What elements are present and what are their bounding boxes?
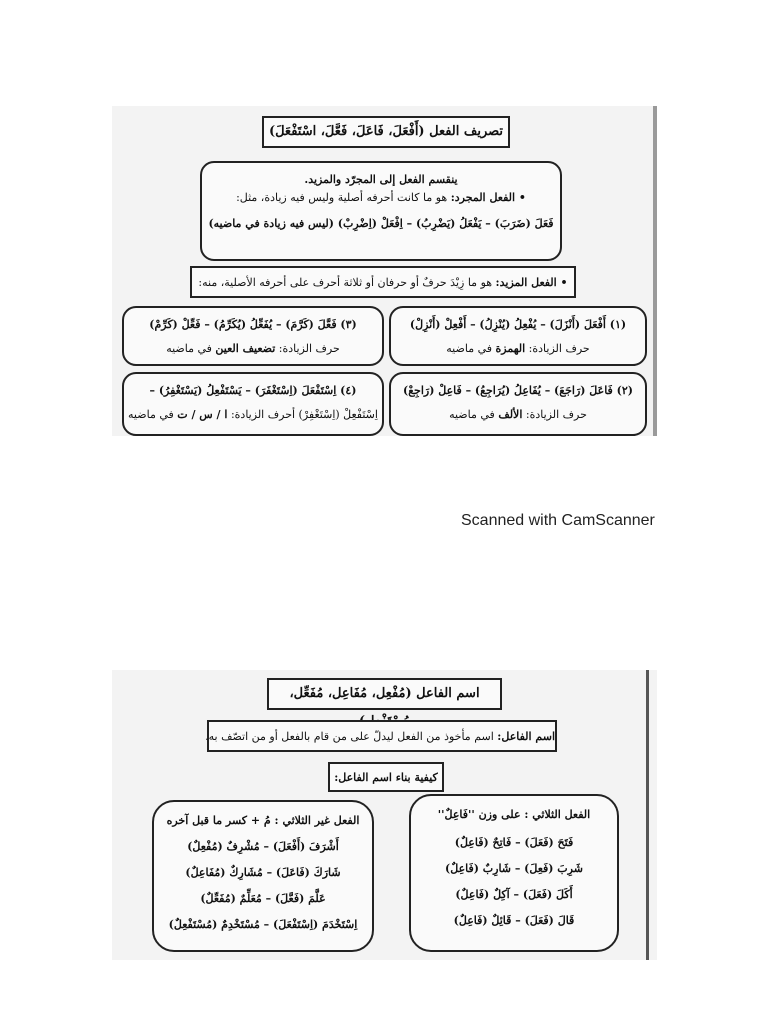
- mujarrad-definition: [202, 189, 560, 207]
- page1-title: تصريف الفعل (أَفْعَلَ، فَاعَلَ، فَعَّلَ، اسْتَفْعَلَ): [268, 124, 504, 139]
- how-label: كيفية بناء اسم الفاعل:: [334, 771, 438, 784]
- ghair-item: أَشْرَفَ (أَفْعَلَ) – مُشْرِفٌ (مُفْعِلٌ): [187, 840, 339, 853]
- mazid-definition: [192, 274, 574, 292]
- mazid-label: • الفعل المزيد:: [495, 276, 568, 289]
- scanned-page-2: [112, 670, 657, 960]
- intro-text: ينقسم الفعل إلى المجرّد والمزيد.: [304, 173, 458, 186]
- page2-title: اسم الفاعل (مُفْعِل، مُفَاعِل، مُفَعِّل،: [289, 686, 480, 701]
- form-card-note: حرف الزيادة: الألف في ماضيه: [449, 408, 587, 421]
- ghair-item: شَارَكَ (فَاعَلَ) – مُشَارِكٌ (مُفَاعِلٌ): [185, 866, 341, 879]
- mujarrad-def: هو ما كانت أحرفه أصلية وليس فيه زيادة، مثل:: [236, 191, 451, 204]
- definition-label: اسم الفاعل:: [497, 730, 555, 743]
- form-card-3: [122, 306, 384, 366]
- mujarrad-example: فَعَلَ (ضَرَبَ) – يَفْعَلُ (يَضْرِبُ) – اِفْعَلْ (اِضْرِبْ) (ليس فيه زيادة في ماضيه): [208, 217, 554, 230]
- intro-box: [200, 161, 562, 261]
- form-card-1: [389, 306, 647, 366]
- thulathi-card: [409, 794, 619, 952]
- camscanner-watermark: Scanned with CamScanner: [461, 512, 655, 529]
- form-card-line: (٢) فَاعَلَ (رَاجَعَ) – يُفَاعِلُ (يُرَاجِعُ) – فَاعِلْ (رَاجِعْ): [403, 384, 633, 397]
- page-edge: [646, 670, 649, 960]
- form-card-line: (٤) اِسْتَفْعَلَ (اِسْتَغْفَرَ) – يَسْتَفْعِلُ (يَسْتَغْفِرُ) –: [149, 384, 357, 397]
- how-box: [328, 762, 444, 792]
- ghair-thulathi-card: [152, 800, 374, 952]
- form-card-line: (١) أَفْعَلَ (أَنْزَلَ) – يُفْعِلُ (يُنْزِلُ) – أَفْعِلْ (أَنْزِلْ): [409, 318, 627, 331]
- form-card-note: حرف الزيادة: تضعيف العين في ماضيه: [166, 342, 340, 355]
- thulathi-item: شَرِبَ (فَعِلَ) – شَارِبٌ (فَاعِلٌ): [445, 862, 583, 875]
- ghair-header: الفعل غير الثلاثي : مُ + كسر ما قبل آخره: [166, 814, 360, 827]
- form-card-note: اِسْتَفْعِلْ (اِسْتَغْفِرْ) أحرف الزيادة: ا / س / ت في ماضيه: [128, 408, 378, 421]
- mazid-box: [190, 266, 576, 298]
- page-edge: [653, 106, 657, 436]
- thulathi-item: قَالَ (فَعَلَ) – قَائِلٌ (فَاعِلٌ): [453, 914, 575, 927]
- definition-box: [207, 720, 557, 752]
- page2-title-box: [267, 678, 502, 710]
- form-card-4: [122, 372, 384, 436]
- mazid-def: هو ما زِيْدَ حرفٌ أو حرفان أو ثلاثة أحرف على أحرفه الأصلية، منه:: [198, 276, 496, 289]
- form-card-note: حرف الزيادة: الهمزة في ماضيه: [446, 342, 590, 355]
- thulathi-header: الفعل الثلاثي : على وزن ''فَاعِلٌ'': [437, 808, 591, 821]
- form-card-2: [389, 372, 647, 436]
- ghair-item: اِسْتَخْدَمَ (اِسْتَفْعَلَ) – مُسْتَخْدِمٌ (مُسْتَفْعِلٌ): [168, 918, 358, 931]
- thulathi-item: أَكَلَ (فَعَلَ) – آكِلٌ (فَاعِلٌ): [455, 888, 573, 901]
- form-card-line: (٣) فَعَّلَ (كَرَّمَ) – يُفَعِّلُ (يُكَرِّمُ) – فَعِّلْ (كَرِّمْ): [149, 318, 357, 331]
- thulathi-item: فَتَحَ (فَعَلَ) – فَاتِحٌ (فَاعِلٌ): [454, 836, 574, 849]
- mujarrad-label: • الفعل المجرد:: [450, 191, 526, 204]
- scanned-page-1: [112, 106, 657, 436]
- page1-title-box: [262, 116, 510, 148]
- ghair-item: عَلَّمَ (فَعَّلَ) – مُعَلِّمٌ (مُفَعِّلٌ): [200, 892, 326, 905]
- definition-text: اسم الفاعل: اسم مأخوذ من الفعل ليدلّ على من قام بالفعل أو من اتصّف به.: [205, 730, 555, 743]
